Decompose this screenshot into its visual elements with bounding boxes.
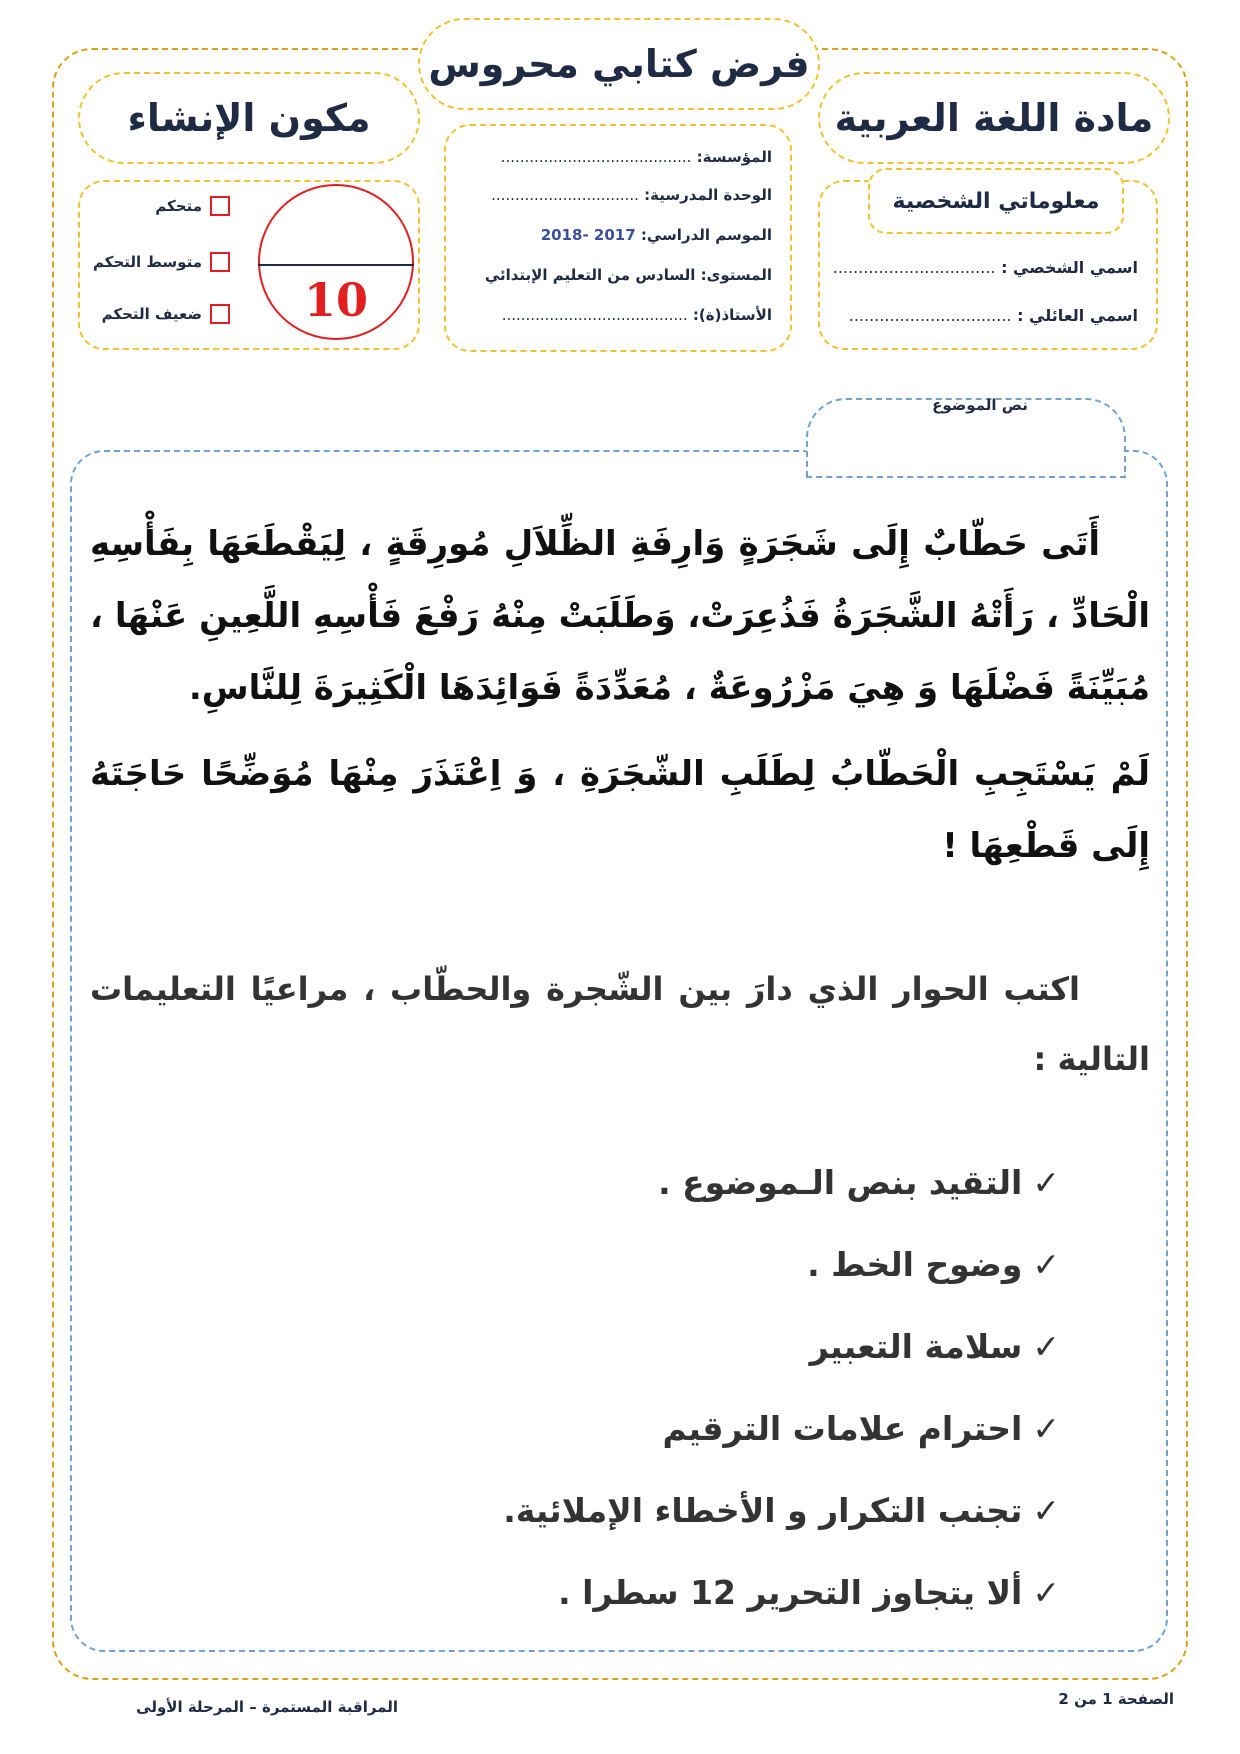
score-divider	[258, 264, 414, 266]
page-number: الصفحة 1 من 2	[1058, 1690, 1174, 1708]
criteria-item: ✓سلامة التعبير	[809, 1327, 1060, 1366]
criteria-item: ✓تجنب التكرار و الأخطاء الإملائية.	[503, 1491, 1060, 1530]
season-line: الموسم الدراسي: 2017 -2018	[540, 226, 772, 244]
personal-info-title: معلوماتي الشخصية	[868, 168, 1124, 234]
checkbox-icon[interactable]	[210, 196, 230, 216]
subject-header	[818, 72, 1170, 164]
criteria-item: ✓احترام علامات الترقيم	[662, 1409, 1060, 1448]
first-name-line[interactable]: اسمي الشخصي : ................................	[832, 258, 1138, 277]
institution-line: المؤسسة: ........................................	[500, 148, 772, 166]
text-tab-label: نص الموضوع	[932, 396, 1028, 414]
school-info-box	[444, 124, 792, 352]
check-icon: ✓	[1032, 1163, 1060, 1202]
subject-text: مادة اللغة العربية	[834, 96, 1154, 140]
exam-title-text: فرض كتابي محروس	[428, 42, 810, 86]
family-name-line[interactable]: اسمي العائلي : ................................	[848, 306, 1138, 325]
check-icon: ✓	[1032, 1573, 1060, 1612]
level-medium[interactable]: متوسط التحكم	[93, 252, 230, 272]
unit-line: الوحدة المدرسية: ...............................	[491, 186, 772, 204]
check-icon: ✓	[1032, 1491, 1060, 1530]
phase-label: المراقبة المستمرة – المرحلة الأولى	[136, 1698, 398, 1716]
level-weak[interactable]: ضعيف التحكم	[102, 304, 230, 324]
criteria-item: ✓التقيد بنص الـموضوع .	[658, 1163, 1060, 1202]
score-value: 10	[303, 273, 368, 327]
checkbox-icon[interactable]	[210, 252, 230, 272]
teacher-line: الأستاذ(ة): .......................................	[501, 306, 772, 324]
check-icon: ✓	[1032, 1327, 1060, 1366]
criteria-item: ✓وضوح الخط .	[807, 1245, 1060, 1284]
criteria-list	[300, 1142, 1060, 1634]
check-icon: ✓	[1032, 1245, 1060, 1284]
check-icon: ✓	[1032, 1409, 1060, 1448]
level-line: المستوى: السادس من التعليم الإبتدائي	[484, 266, 772, 284]
component-text: مكون الإنشاء	[127, 96, 371, 140]
level-mastered[interactable]: متحكم	[155, 196, 230, 216]
checkbox-icon[interactable]	[210, 304, 230, 324]
story-text	[90, 508, 1150, 896]
component-header	[78, 72, 420, 164]
criteria-item: ✓ألا يتجاوز التحرير 12 سطرا .	[558, 1573, 1060, 1612]
exam-title	[418, 18, 820, 110]
instruction-text: اكتب الحوار الذي دارَ بين الشّجرة والحطّاب ، مراعيًا التعليمات التالية :	[90, 970, 1150, 1078]
story-paragraph-1: أَتَى حَطّابٌ إِلَى شَجَرَةٍ وَارِفَةِ الظِّلاَلِ مُورِقَةٍ ، لِيَقْطَعَهَا بِفَأْسِهِ الْحَادِّ ، رَأَتْهُ الشَّجَرَةُ فَذُعِرَتْ، وَطَلَبَتْ مِنْهُ رَفْعَ فَأْسِهِ اللَّعِينِ عَنْهَا ، مُبَيِّنَةً فَضْلَهَا وَ هِيَ مَزْرُوعَةٌ ، مُعَدِّدَةً فَوَائِدَهَا الْكَثِيرَةَ لِلنَّاسِ.	[90, 524, 1150, 708]
story-paragraph-2: لَمْ يَسْتَجِبِ الْحَطّابُ لِطَلَبِ الشّجَرَةِ ، وَ اِعْتَذَرَ مِنْهَا مُوَضِّحًا حَاجَتَهُ إِلَى قَطْعِهَا !	[90, 754, 1150, 866]
